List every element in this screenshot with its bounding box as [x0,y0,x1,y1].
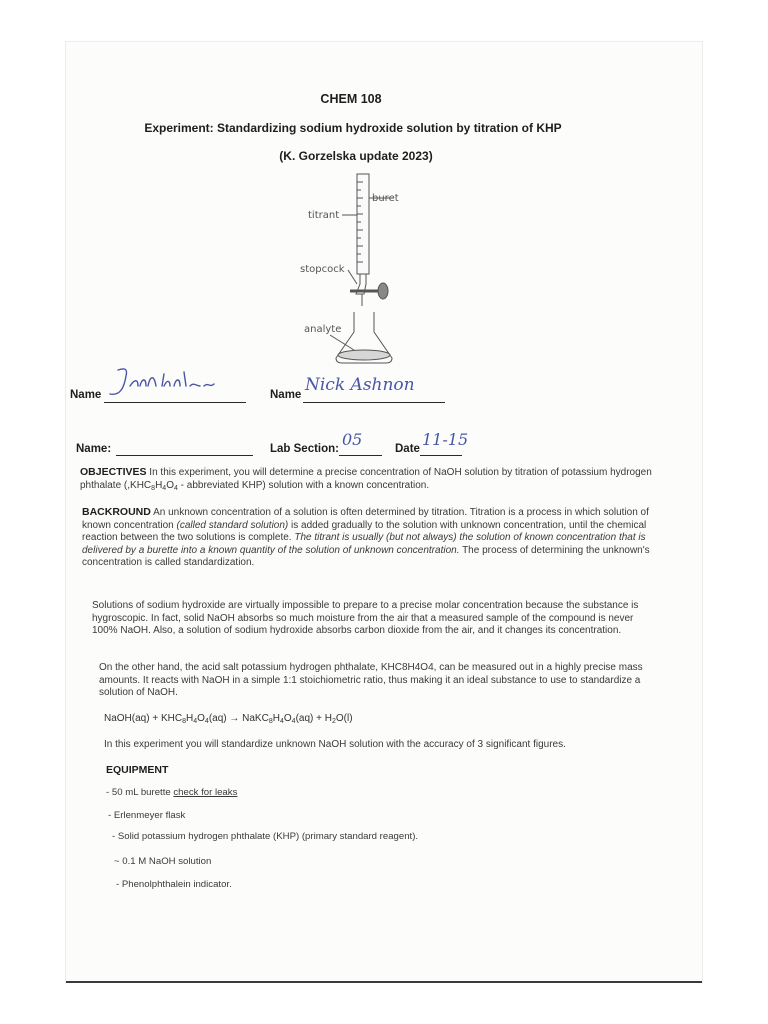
equipment-item-indicator: - Phenolphthalein indicator. [116,879,232,890]
lab-section-label: Lab Section: [270,443,340,455]
analyte-label: analyte [304,324,342,335]
lab-section-value: 05 [342,430,363,449]
experiment-title: Experiment: Standardizing sodium hydroxide solution by titration of KHP [144,121,562,135]
background-title: BACKROUND [82,506,151,518]
equipment-item-naoh: ~ 0.1 M NaOH solution [114,856,212,867]
update-note: (K. Gorzelska update 2023) [279,149,433,163]
naoh-paragraph: Solutions of sodium hydroxide are virtually impossible to prepare to a precise molar concentration because the substance is hygroscopic. In fact, solid NaOH absorbs so much moisture from the air that a measured sample of the compound is never 100% NaOH. Also, a solution of sodium hydroxide absorbs carbon dioxide from the air, and it changes its concentration. [92,600,639,637]
name-label-1: Name [70,389,102,401]
equipment-item-flask: - Erlenmeyer flask [108,810,186,821]
buret-label: buret [372,193,399,204]
check-for-leaks-link: check for leaks [173,787,238,798]
equipment-item-khp: - Solid potassium hydrogen phthalate (KHP) (primary standard reagent). [112,831,419,842]
date-label: Date [395,443,420,455]
equipment-item-burette: - 50 mL burette check for leaks [106,787,238,798]
signature-1 [104,364,224,404]
objectives-paragraph: OBJECTIVES In this experiment, you will determine a precise concentration of NaOH solution by titration of potassium hydrogen phthalate ($,KHC_8H_4O_4$ - abbreviated KHP) solution with a known concentration. [80,466,652,492]
date-value: 11-15 [422,430,469,449]
name-label-2: Name [270,389,302,401]
name-field-3-line [116,455,253,456]
objectives-title: OBJECTIVES [80,466,147,478]
stopcock-label: stopcock [300,264,345,275]
page-edge [66,981,702,983]
equipment-title: EQUIPMENT [106,764,169,776]
accuracy-paragraph: In this experiment you will standardize unknown NaOH solution with the accuracy of 3 significant figures. [104,739,566,750]
titrant-label: titrant [308,210,340,221]
name-value-2: Nick Ashnon [305,375,415,395]
reaction-equation: NaOH(aq) + $KHC_8H_4O_4(aq)$ → $NaKC_8H_4O_4(aq) + H_2O(l)$ [104,713,353,725]
titration-diagram [290,172,430,372]
date-line [420,455,462,456]
lab-section-line [339,455,382,456]
khp-paragraph: On the other hand, the acid salt potassium hydrogen phthalate, KHC8H4O4, can be measured out in a highly precise mass amounts. It reacts with NaOH in a simple 1:1 stoichiometric ratio, thus making it an ideal substance to use to standardize a solution of NaOH. [99,662,643,699]
name-field-2-line [303,402,445,403]
background-paragraph: BACKROUND An unknown concentration of a solution is often determined by titration. Titration is a process in which solution of known concentration (called standard solution) is added gradually to the solution with unknown concentration, until the chemical reaction between the two solutions is complete. The titrant is usually (but not always) the solution of known concentration that is delivered by a burette into a known quantity of the solution of unknown concentration. The process of determining the unknown's concentration is called standardization. [82,506,650,569]
course-title: CHEM 108 [320,92,382,106]
name-label-3: Name: [76,443,112,455]
